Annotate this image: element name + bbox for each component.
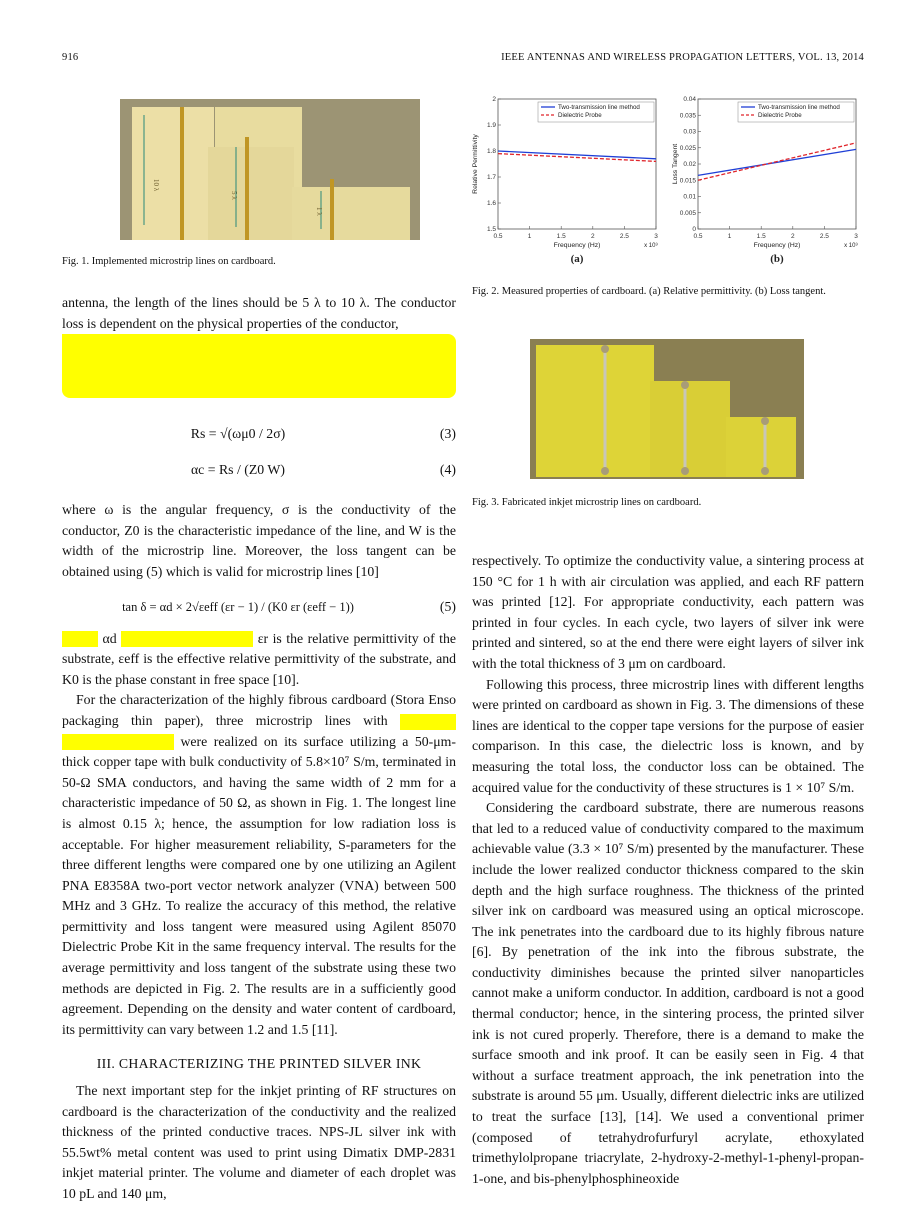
y-tick-label-b-2: 0.01 <box>683 193 696 201</box>
x-axis-label-b: Frequency (Hz) <box>753 242 801 249</box>
y-tick-label-b-8: 0.04 <box>683 96 696 103</box>
x-tick-label-b-3: 2 <box>790 233 795 240</box>
y-tick-label-a-1: 1.6 <box>486 200 496 207</box>
panel-label-a: (a) <box>570 253 584 265</box>
legend-label-a-1: Dielectric Probe <box>558 112 602 119</box>
equation-3-number: (3) <box>439 426 456 442</box>
highlight-lengths <box>400 714 456 730</box>
x-tick-label-b-0: 0.5 <box>693 233 703 240</box>
y-tick-label-b-6: 0.03 <box>683 128 696 136</box>
y-tick-label-b-7: 0.035 <box>679 112 696 120</box>
fig2-caption: Fig. 2. Measured properties of cardboard. (a) Relative permittivity. (b) Loss tangent. <box>472 286 826 297</box>
x-tick-label-b-2: 1.5 <box>756 233 766 240</box>
x-axis-multiplier-a: x 10⁹ <box>644 243 658 249</box>
fig2-chart-b <box>670 93 870 268</box>
fig1-label-1: 1 λ <box>315 207 323 216</box>
y-tick-label-a-5: 2 <box>492 96 496 103</box>
equation-4-number: (4) <box>439 462 456 478</box>
panel-label-b: (b) <box>770 253 784 265</box>
equation-5 <box>62 587 456 627</box>
y-tick-label-a-0: 1.5 <box>486 226 496 233</box>
fig3-caption: Fig. 3. Fabricated inkjet microstrip lines on cardboard. <box>472 497 702 508</box>
running-header: IEEE ANTENNAS AND WIRELESS PROPAGATION LETTERS, VOL. 13, 2014 <box>501 52 864 63</box>
equation-4-formula: αc = Rs / (Z0 W) <box>190 462 286 478</box>
highlight-lengths-2 <box>62 734 174 750</box>
y-tick-label-a-3: 1.8 <box>486 148 496 155</box>
y-tick-label-b-1: 0.005 <box>679 209 696 217</box>
y-tick-label-a-4: 1.9 <box>486 122 496 129</box>
x-tick-label-b-5: 3 <box>854 233 858 240</box>
fig1-cardboard-image <box>120 99 420 240</box>
legend-label-b-1: Dielectric Probe <box>758 112 802 119</box>
fig1-label-5: 5 λ <box>230 191 238 200</box>
fig3-cardboard-image <box>530 339 804 479</box>
x-tick-label-b-1: 1 <box>727 233 732 240</box>
left-paragraph-4b: were realized on its surface utilizing a 50-μm-thick copper tape with bulk conductivity of 5.8×10⁷ S/m, terminated in 50-Ω SMA conductors, and having the same width of 2 mm for a characteristic impedance of 50 Ω, as shown in Fig. 1. The longest line is almost 0.15 λ; hence, the assumption for low radiation loss is acceptable. For higher measurement reliability, S-parameters for the three different lengths were compared one by one utilizing an Agilent PNA E8358A two-port vector network analyzer (VNA) between 500 MHz and 3 GHz. To realize the accuracy of this method, the relative permittivity and loss tangent were measured using Agilent 85070 Dielectric Probe Kit in the same frequency interval. The results for the average permittivity and loss tangent of the substrate using these two methods are depicted in Fig. 2. The results are in a sufficiently good agreement. Depending on the density and water content of cardboard, its permittivity can vary between 1.2 and 1.5 [11]. <box>62 733 456 1037</box>
right-column <box>472 551 864 1189</box>
left-paragraph-1: antenna, the length of the lines should be 5 λ to 10 λ. The conductor loss is dependent on the physical properties of the conductor, <box>62 295 456 331</box>
x-axis-label-a: Frequency (Hz) <box>553 242 601 249</box>
right-paragraph-3: Considering the cardboard substrate, there are numerous reasons that led to a reduced value of conductivity compared to the maximum achievable value (3.3 × 10⁷ S/m) presented by the manufacturer. These include the lower realized conductor thickness compared to the skin depth and the high surface roughness. The thickness of the printed silver ink on cardboard was measured using an optical microscope. The ink penetrates into the cardboard due to its highly fibrous nature [6]. By penetration of the ink into the fibrous substrate, the conductivity diminishes because the printed silver nanoparticles cannot make a uniform conductor. In addition, cardboard is not a good thermal conductor; hence, in the sintering process, the printed silver ink is not cured properly. Therefore, there is a demand to make the surface smooth and ink proof. It can be easily seen in Fig. 4 that without a surface treatment approach, the ink penetration into the substrate is around 55 μm. Usually, different dielectric inks are utilized to treat the surface [13], [14]. We used a conventional primer (composed of tetrahydrofurfuryl acrylate, ethoxylated trimethylolpropane triacrylate, 2-hydroxy-2-methyl-1-phenyl-propan-1-one, and bis-phenylphosphineoxide <box>472 800 864 1186</box>
fig3-photo <box>530 339 804 479</box>
x-axis-multiplier-b: x 10⁹ <box>844 243 858 249</box>
y-tick-label-b-5: 0.025 <box>679 144 696 152</box>
fig1-photo <box>120 99 420 240</box>
highlight-where <box>62 631 98 647</box>
left-paragraph-3-text: εr is the relative permittivity of the substrate, εeff is the effective relative permittivity of the substrate, and K0 is the phase constant in free space [10]. <box>62 630 457 687</box>
x-tick-label-a-1: 1 <box>527 233 532 240</box>
equation-5-formula: tan δ = αd × 2√εeff (εr − 1) / (K0 εr (εeff − 1)) <box>122 599 354 614</box>
equation-5-number: (5) <box>439 598 456 614</box>
left-paragraph-5: The next important step for the inkjet printing of RF structures on cardboard is the characterization of the conductivity and the realized thickness of the printed conductive traces. NPS-JL silver ink with 55.5wt% metal content was used to print using Dimatix DMP-2831 inkjet material printer. The volume and diameter of each droplet was 10 pL and 140 μm, <box>62 1083 456 1201</box>
right-paragraph-1: respectively. To optimize the conductivity value, a sintering process at 150 °C for 1 h with air circulation was applied, and each RF pattern was printed [12]. For appropriate conductivity, each pattern was printed in four cycles. In each cycle, two layers of silver ink were printed and sintered, so at the end there were eight layers of silver ink with the total thickness of 3 μm on cardboard. <box>472 553 864 671</box>
equation-4 <box>62 456 456 486</box>
alpha-d-symbol: αd <box>102 630 117 646</box>
left-paragraph-4a: For the characterization of the highly fibrous cardboard (Stora Enso packaging thin paper), three microstrip lines with <box>62 692 456 728</box>
fig1-caption: Fig. 1. Implemented microstrip lines on cardboard. <box>62 256 276 267</box>
highlight-block <box>62 334 456 398</box>
fig1-label-10: 10 λ <box>152 179 160 192</box>
x-tick-label-a-3: 2 <box>590 233 595 240</box>
x-tick-label-a-5: 3 <box>654 233 658 240</box>
legend-label-a-0: Two-transmission line method <box>558 104 640 111</box>
x-tick-label-a-4: 2.5 <box>619 233 629 240</box>
y-tick-label-b-3: 0.015 <box>679 177 696 185</box>
x-tick-label-b-4: 2.5 <box>819 233 829 240</box>
left-paragraph-2: where ω is the angular frequency, σ is the conductivity of the conductor, Z0 is the characteristic impedance of the line, and W is the width of the microstrip line. Moreover, the loss tangent can be obtained using (5) which is valid for microstrip lines [10] <box>62 502 456 579</box>
x-tick-label-a-0: 0.5 <box>493 233 503 240</box>
left-paragraph-3 <box>62 629 456 691</box>
left-paragraph-4 <box>62 690 456 1040</box>
y-tick-label-b-0: 0 <box>692 226 696 233</box>
y-tick-label-b-4: 0.02 <box>683 161 696 168</box>
fig2-chart-a <box>470 93 670 268</box>
equation-3 <box>62 420 456 450</box>
highlight-is-dielectric <box>121 631 253 647</box>
left-column <box>62 293 456 1205</box>
page-number: 916 <box>62 52 79 63</box>
section-heading: III. CHARACTERIZING THE PRINTED SILVER INK <box>96 1056 422 1072</box>
x-tick-label-a-2: 1.5 <box>556 233 566 240</box>
y-axis-label-b: Loss Tangent <box>672 143 679 185</box>
y-tick-label-a-2: 1.7 <box>486 174 496 181</box>
equation-3-formula: Rs = √(ωμ0 / 2σ) <box>190 426 286 442</box>
right-paragraph-2: Following this process, three microstrip lines with different lengths were printed on cardboard as shown in Fig. 3. The dimensions of these lines are identical to the copper tape versions for the purpose of easier comparison. In this case, the dielectric loss is known, and by measuring the total loss, the conductor loss can be obtained. The acquired value for the conductivity of these structures is 1 × 10⁷ S/m. <box>472 676 864 795</box>
legend-label-b-0: Two-transmission line method <box>758 104 840 111</box>
y-axis-label-a: Relative Permittivity <box>472 134 479 194</box>
